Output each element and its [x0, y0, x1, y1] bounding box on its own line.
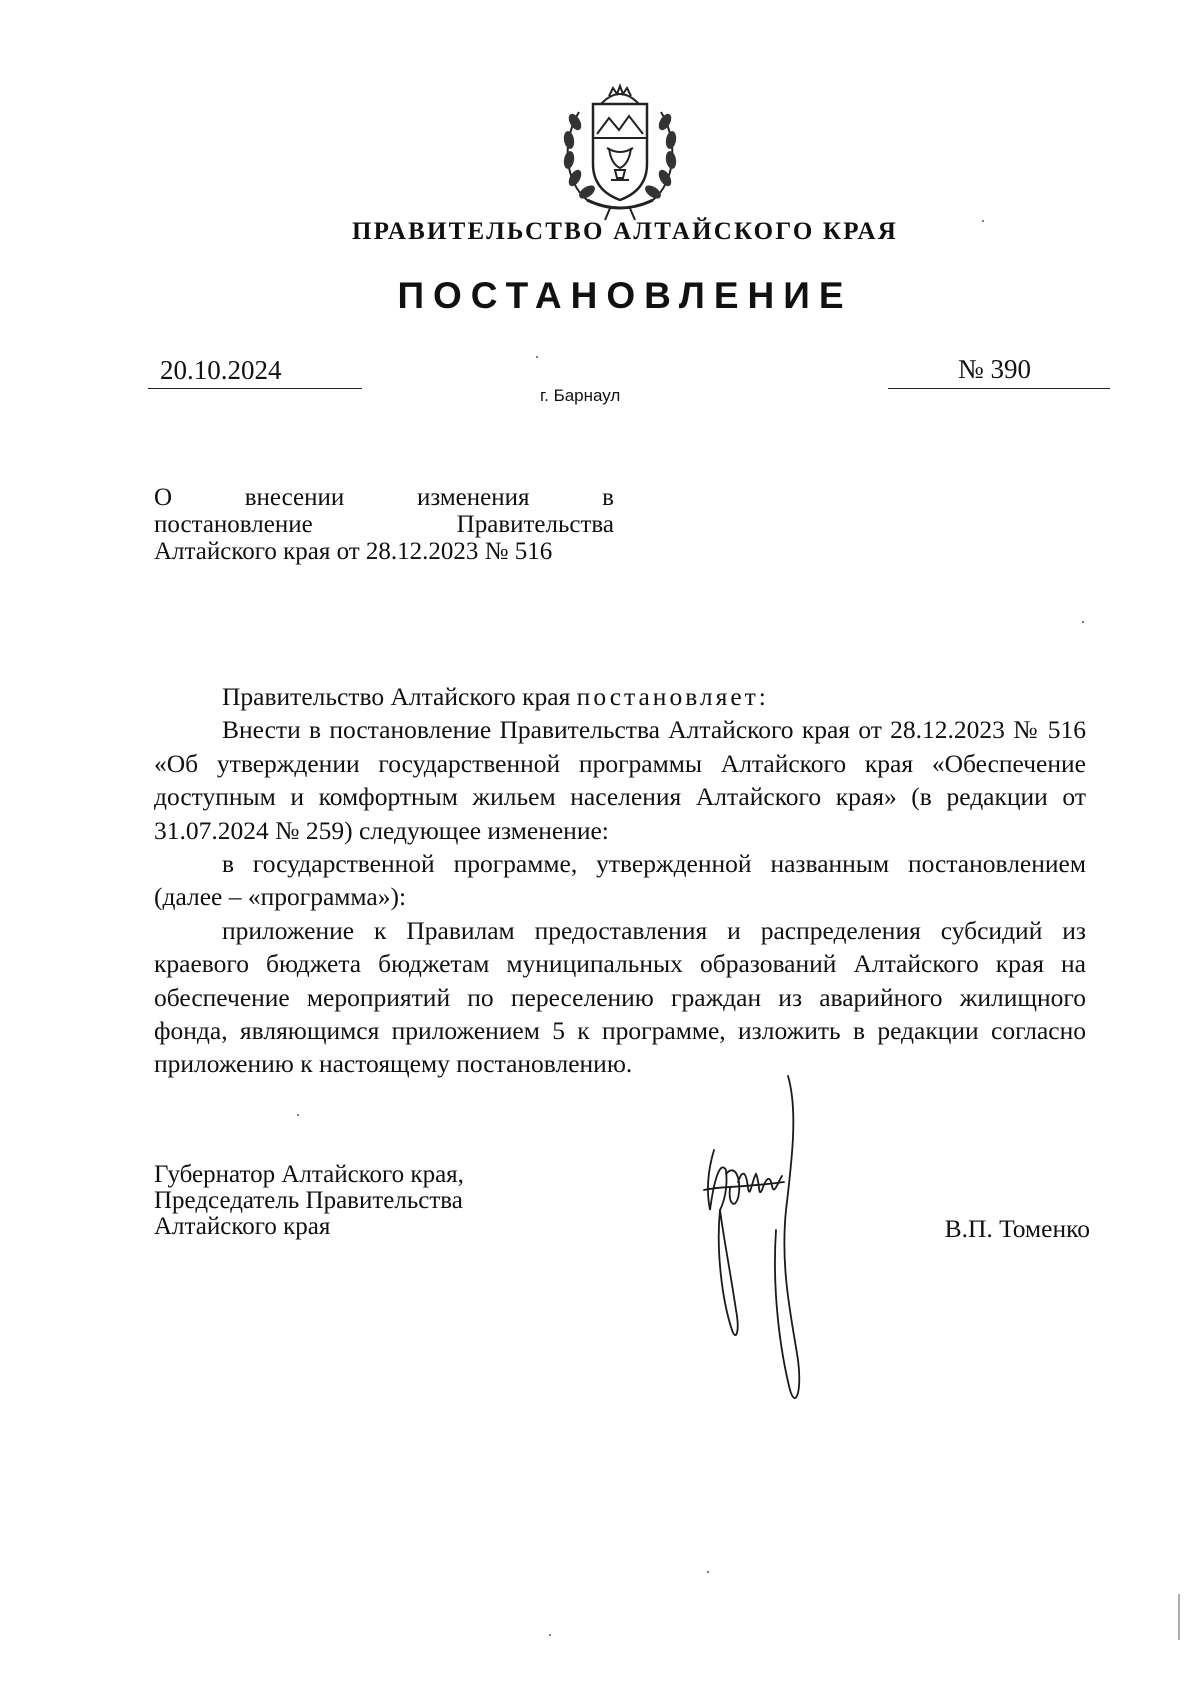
body-text-spaced: постановляет:	[576, 682, 769, 711]
document-number: № 390	[888, 352, 1110, 389]
subject-line: постановление Правительства	[154, 511, 614, 538]
body-paragraph: Внести в постановление Правительства Алтайского края от 28.12.2023 № 516 «Об утверждении государственной программы Алтайского края «Обеспечение доступным и комфортным жильем населения Алтайского края» (в редакции от 31.07.2024 № 259) следующее изменение:	[154, 715, 1086, 845]
signer-title-line: Алтайского края	[154, 1213, 331, 1240]
signer-title-line: Губернатор Алтайского края,	[154, 1161, 464, 1188]
document-type-title: ПОСТАНОВЛЕНИЕ	[397, 275, 853, 316]
subject-line: Алтайского края от 28.12.2023 № 516	[154, 538, 553, 565]
subject-line: О внесении изменения в	[154, 484, 614, 511]
document-date: 20.10.2024	[148, 353, 362, 389]
signer-name: В.П. Томенко	[944, 1214, 1090, 1243]
signer-title-line: Председатель Правительства	[154, 1187, 463, 1214]
body-text: Правительство Алтайского края	[222, 682, 577, 711]
body-paragraph: в государственной программе, утвержденной названным постановлением (далее – «программа»):	[154, 849, 1086, 912]
body-paragraph: приложение к Правилам предоставления и распределения субсидий из краевого бюджета бюджетам муниципальных образований Алтайского края на обеспечение мероприятий по переселению граждан из аварийного жилищного фонда, являющимся приложением 5 к программе, изложить в редакции согласно приложению к настоящему постановлению.	[154, 915, 1086, 1079]
document-city: г. Барнаул	[540, 386, 621, 405]
organization-title: ПРАВИТЕЛЬСТВО АЛТАЙСКОГО КРАЯ	[351, 218, 899, 245]
